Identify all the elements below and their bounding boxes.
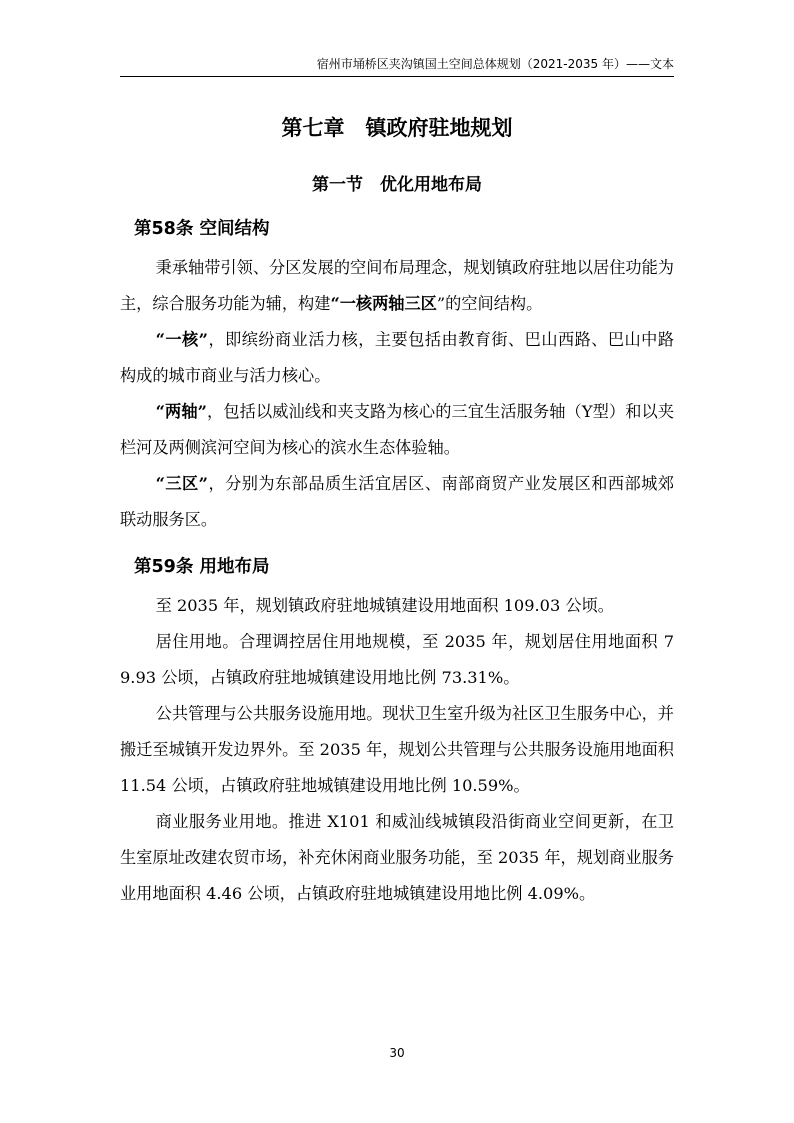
article-58-p4-term: “三区” [155, 474, 208, 493]
article-58-p4-text: ，分别为东部品质生活宜居区、南部商贸产业发展区和西部城郊联动服务区。 [120, 474, 675, 529]
article-59-paragraph-2: 居住用地。合理调控居住用地规模，至 2035 年，规划居住用地面积 79.93 公顷，占镇政府驻地城镇建设用地比例 73.31%。 [120, 632, 674, 687]
article-58-p1-emphasis: “一核两轴三区 [330, 294, 437, 313]
article-58-title: 第58条 空间结构 [134, 219, 270, 239]
header-title: 宿州市埇桥区夹沟镇国土空间总体规划（2021-2035 年）——文本 [316, 57, 674, 71]
running-header [120, 56, 674, 77]
article-58-paragraph-1 [120, 250, 674, 322]
article-59-title: 第59条 用地布局 [134, 557, 270, 577]
document-body [120, 112, 674, 912]
article-58-paragraph-4 [120, 466, 674, 538]
article-59-paragraph-3: 公共管理与公共服务设施用地。现状卫生室升级为社区卫生服务中心，并搬迁至城镇开发边界外。至 2035 年，规划公共管理与公共服务设施用地面积 11.54 公顷，占镇政府驻地城镇建设用地比例 10.59%。 [120, 704, 674, 795]
page-number: 30 [389, 1046, 405, 1060]
article-58-paragraph-2 [120, 322, 674, 394]
article-58-paragraph-3 [120, 394, 674, 466]
article-58-p3-term: “两轴” [155, 402, 207, 421]
article-58-p2-text: ，即缤纷商业活力核，主要包括由教育街、巴山西路、巴山中路构成的城市商业与活力核心。 [120, 330, 675, 385]
section-title: 第一节 优化用地布局 [312, 175, 482, 195]
article-58-p1-text: 秉承轴带引领、分区发展的空间布局理念，规划镇政府驻地以居住功能为主，综合服务功能为辅，构建 [120, 258, 674, 313]
article-58-p3-text: ，包括以威汕线和夹支路为核心的三宜生活服务轴（Y型）和以夹栏河及两侧滨河空间为核心的滨水生态体验轴。 [120, 402, 675, 457]
article-58-p2-term: “一核” [155, 330, 208, 349]
article-59-paragraph-1: 至 2035 年，规划镇政府驻地城镇建设用地面积 109.03 公顷。 [155, 596, 614, 615]
article-59-paragraph-4: 商业服务业用地。推进 X101 和威汕线城镇段沿街商业空间更新，在卫生室原址改建农贸市场，补充休闲商业服务功能，至 2035 年，规划商业服务业用地面积 4.46 公顷，占镇政府驻地城镇建设用地比例 4.09%。 [120, 812, 674, 903]
chapter-title: 第七章 镇政府驻地规划 [281, 116, 513, 140]
article-58-p1-tail: ”的空间结构。 [436, 294, 543, 313]
